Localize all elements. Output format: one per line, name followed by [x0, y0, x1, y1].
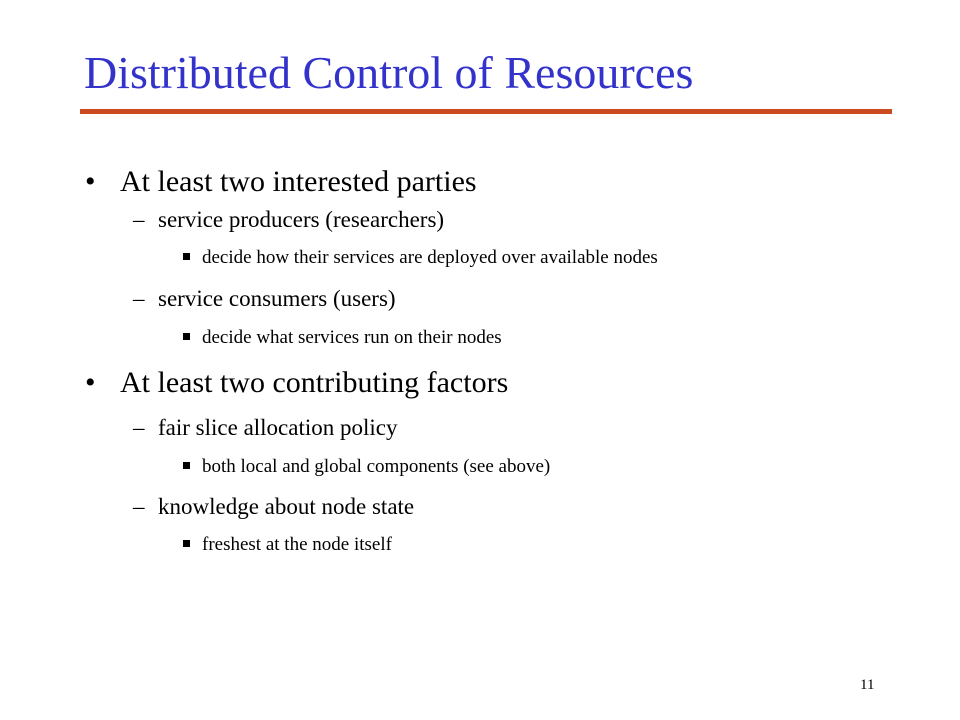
- dash-marker: –: [133, 415, 145, 440]
- dash-marker: –: [133, 207, 145, 232]
- subitem-service-consumers: service consumers (users): [158, 286, 396, 311]
- bullet-interested-parties: At least two interested parties: [120, 165, 477, 198]
- bullet-contributing-factors: At least two contributing factors: [120, 366, 509, 399]
- page-number: 11: [860, 677, 875, 693]
- detail-freshest-at-node: freshest at the node itself: [202, 534, 392, 555]
- detail-local-global: both local and global components (see above): [202, 456, 551, 477]
- subitem-node-state-knowledge: knowledge about node state: [158, 494, 415, 519]
- detail-consumers-decide: decide what services run on their nodes: [202, 327, 502, 348]
- square-bullet-icon: [183, 462, 190, 469]
- slide-title: Distributed Control of Resources: [84, 47, 694, 98]
- dash-marker: –: [133, 286, 145, 311]
- dash-marker: –: [133, 494, 145, 519]
- bullet-marker: •: [85, 366, 96, 399]
- square-bullet-icon: [183, 253, 190, 260]
- subitem-service-producers: service producers (researchers): [158, 207, 445, 232]
- bullet-marker: •: [85, 165, 96, 198]
- title-underline: [80, 109, 892, 114]
- subitem-fair-slice-policy: fair slice allocation policy: [158, 415, 398, 440]
- detail-producers-deploy: decide how their services are deployed over available nodes: [202, 247, 658, 268]
- square-bullet-icon: [183, 540, 190, 547]
- square-bullet-icon: [183, 333, 190, 340]
